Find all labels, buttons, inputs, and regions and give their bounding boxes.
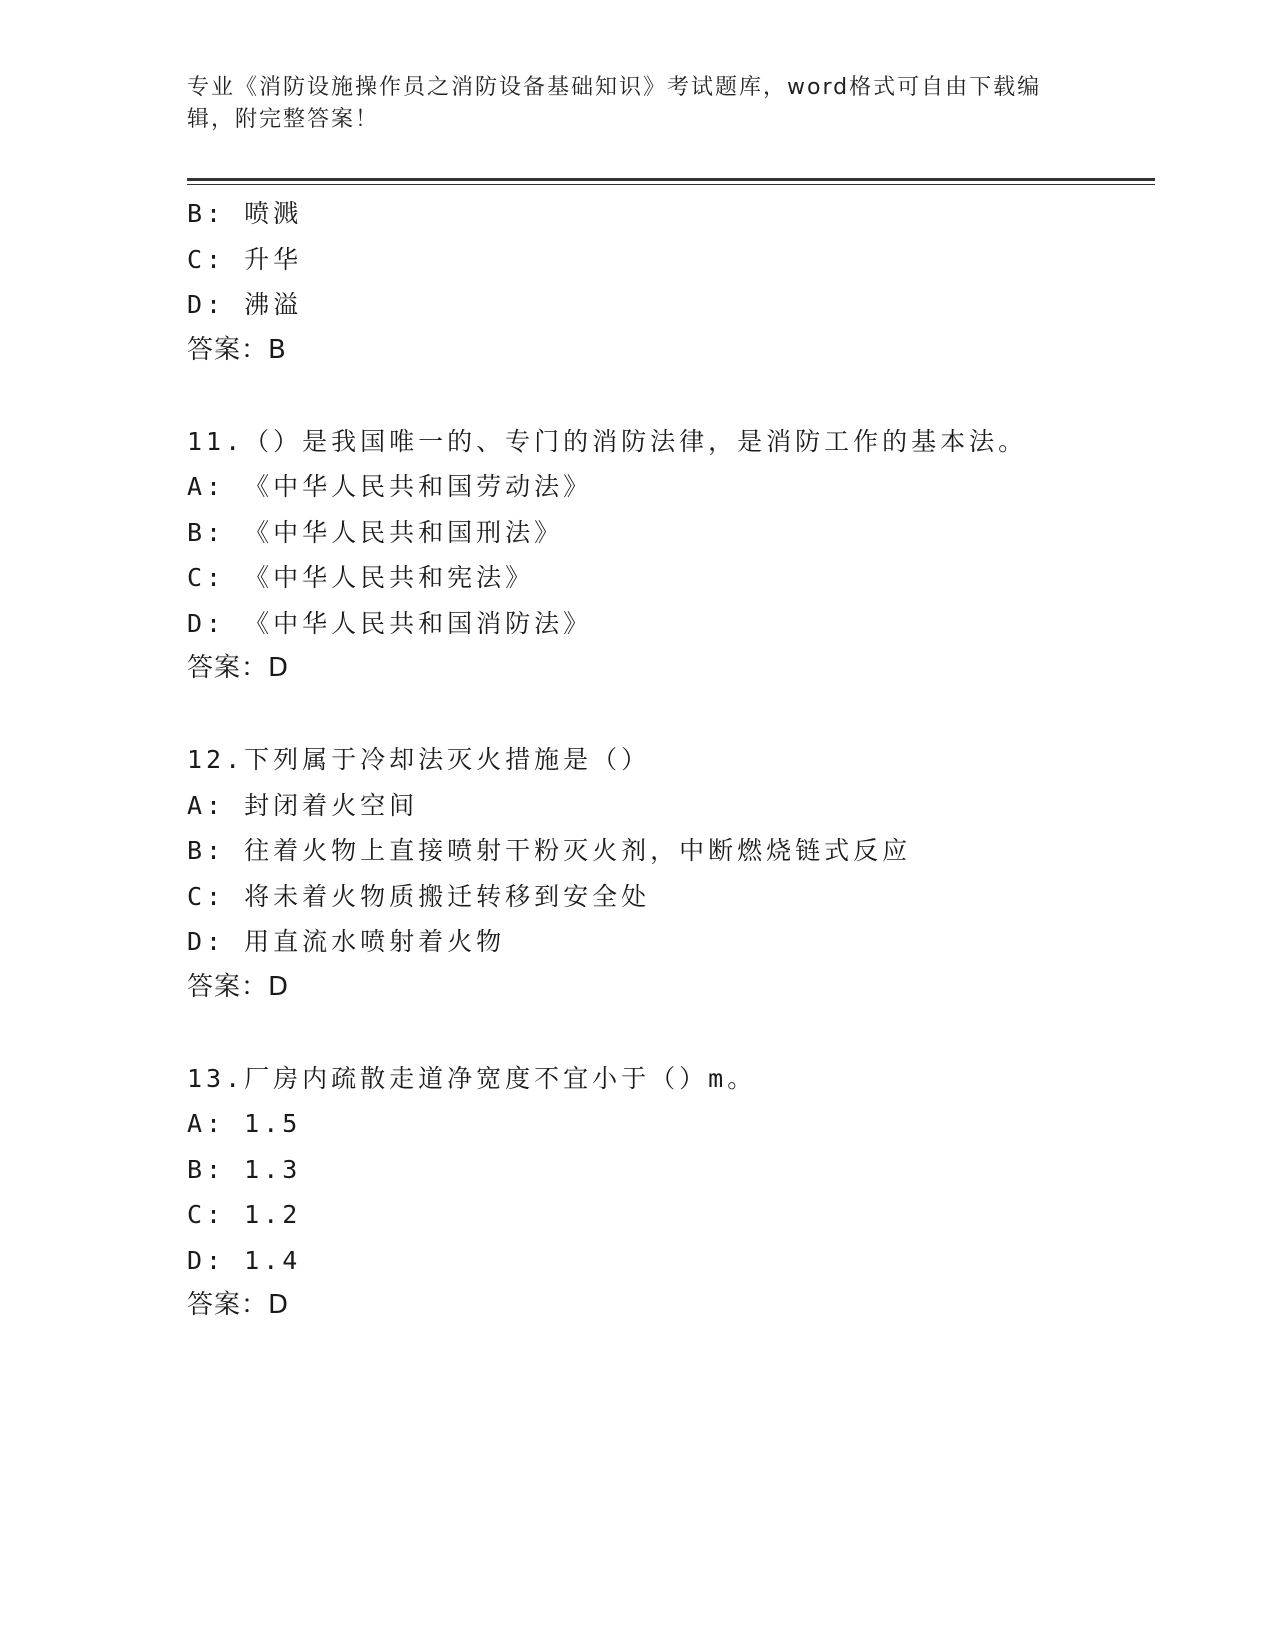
option-c: C: 1.2: [187, 1200, 302, 1229]
question-fragment: [187, 191, 1155, 373]
question-11: [187, 419, 1155, 692]
question-stem: 11.（）是我国唯一的、专门的消防法律，是消防工作的基本法。: [187, 426, 1028, 456]
answer-line: 答案：D: [187, 971, 290, 1002]
option-c: C: 《中华人民共和宪法》: [187, 563, 535, 592]
option-b: B: 往着火物上直接喷射干粉灭火剂，中断燃烧链式反应: [187, 836, 912, 865]
option-d: D: 沸溢: [187, 290, 303, 319]
option-d: D: 用直流水喷射着火物: [187, 927, 506, 956]
header-divider-thin: [187, 184, 1155, 185]
question-stem: 13.厂房内疏散走道净宽度不宜小于（）m。: [187, 1063, 757, 1093]
option-a: A: 《中华人民共和国劳动法》: [187, 472, 593, 501]
document-header: [187, 72, 1067, 136]
option-b: B: 喷溅: [187, 199, 303, 228]
option-b: B: 1.3: [187, 1154, 302, 1184]
header-line-1: 专业《消防设施操作员之消防设备基础知识》考试题库，word格式可自由下载编: [187, 75, 1042, 100]
answer-line: 答案：B: [187, 334, 287, 365]
option-c: C: 升华: [187, 244, 303, 274]
spacer: [187, 373, 1155, 419]
option-a: A: 封闭着火空间: [187, 790, 419, 820]
option-c: C: 将未着火物质搬迁转移到安全处: [187, 881, 651, 911]
question-13: [187, 1056, 1155, 1329]
answer-line: 答案：D: [187, 1290, 290, 1320]
header-divider-thick: [187, 178, 1155, 181]
question-list: [187, 191, 1155, 1329]
answer-line: 答案：D: [187, 653, 290, 683]
option-d: D: 《中华人民共和国消防法》: [187, 608, 593, 638]
spacer: [187, 692, 1155, 738]
option-a: A: 1.5: [187, 1109, 302, 1138]
question-stem: 12.下列属于冷却法灭火措施是（）: [187, 745, 651, 774]
question-12: [187, 737, 1155, 1010]
option-d: D: 1.4: [187, 1245, 302, 1275]
option-b: B: 《中华人民共和国刑法》: [187, 517, 564, 547]
header-line-2: 辑，附完整答案！: [187, 107, 380, 132]
spacer: [187, 1010, 1155, 1056]
